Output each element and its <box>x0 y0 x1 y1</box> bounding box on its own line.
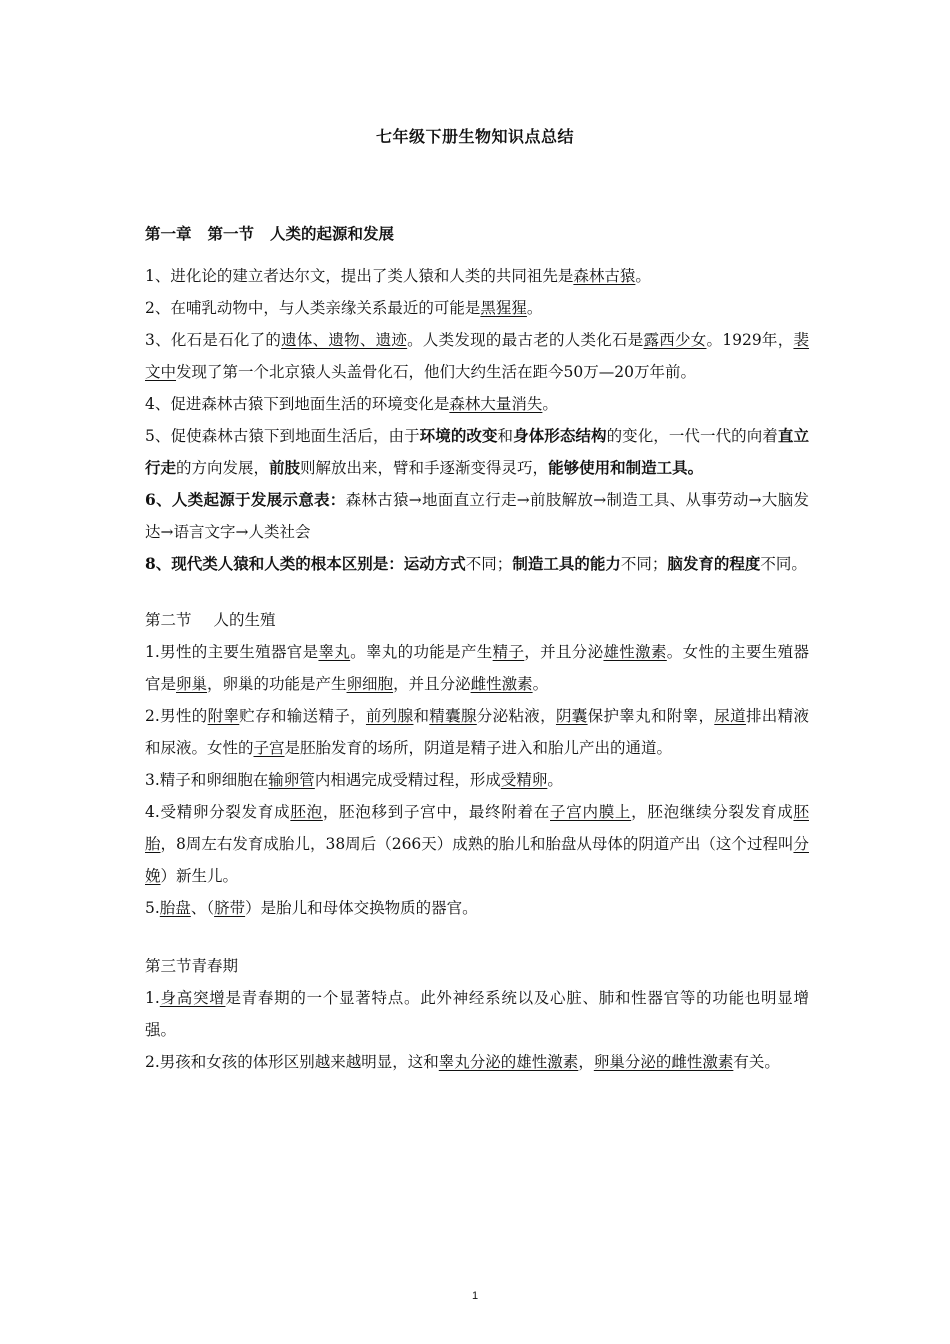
key-term: 卵巢 <box>176 675 208 693</box>
paragraph: 6、人类起源于发展示意表：森林古猿→地面直立行走→前肢解放→制造工具、从事劳动→大脑发达→语言文字→人类社会 <box>145 490 809 541</box>
paragraph: 3、化石是石化了的遗体、遗物、遗迹。人类发现的最古老的人类化石是露西少女。1929年，裴文中发现了第一个北京猿人头盖骨化石，他们大约生活在距今50万—20万年前。 <box>145 331 809 381</box>
key-term: 黑猩猩 <box>480 299 527 317</box>
key-term: 分娩 <box>145 835 809 885</box>
key-term: 受精卵 <box>500 771 548 789</box>
key-term: 精子 <box>492 643 525 661</box>
key-term: 森林大量消失 <box>449 395 543 413</box>
document-body <box>145 218 809 1078</box>
page-number: 1 <box>471 1290 479 1302</box>
key-term: 卵巢分泌的雌性激素 <box>593 1053 734 1071</box>
paragraph: 1.男性的主要生殖器官是睾丸。睾丸的功能是产生精子，并且分泌雄性激素。女性的主要生殖器官是卵巢，卵巢的功能是产生卵细胞，并且分泌雌性激素。 <box>145 643 809 693</box>
paragraph: 8、现代类人猿和人类的根本区别是：运动方式不同；制造工具的能力不同；脑发育的程度不同。 <box>145 554 807 573</box>
paragraph: 5、促使森林古猿下到地面生活后，由于环境的改变和身体形态结构的变化，一代一代的向着直立行走的方向发展，前肢则解放出来，臂和手逐渐变得灵巧，能够使用和制造工具。 <box>145 426 809 477</box>
paragraph: 4.受精卵分裂发育成胚泡，胚泡移到子宫中，最终附着在子宫内膜上，胚泡继续分裂发育成胚胎，8周左右发育成胎儿，38周后（266天）成熟的胎儿和胎盘从母体的阴道产出（这个过程叫分娩）新生儿。 <box>145 803 809 885</box>
section-title: 人的生殖 <box>213 611 276 629</box>
key-term: 雌性激素 <box>470 675 533 693</box>
key-term: 森林古猿 <box>573 267 636 285</box>
bold-term: 前肢 <box>269 458 301 477</box>
bold-term: 直立行走 <box>145 426 809 477</box>
paragraph: 2、在哺乳动物中，与人类亲缘关系最近的可能是黑猩猩。 <box>145 299 543 317</box>
paragraph: 2.男性的附睾贮存和输送精子，前列腺和精囊腺分泌粘液，阴囊保护睾丸和附睾，尿道排出精液和尿液。女性的子宫是胚胎发育的场所，阴道是精子进入和胎儿产出的通道。 <box>145 707 809 757</box>
section-label: 第三节 <box>145 957 192 975</box>
chapter-label: 第一章 <box>145 224 192 243</box>
key-term: 睾丸 <box>318 643 351 661</box>
key-term: 胎盘 <box>159 899 191 917</box>
bold-term: 身体形态结构 <box>513 426 607 445</box>
key-term: 胚泡 <box>290 803 323 821</box>
bold-term: 6、人类起源于发展示意表： <box>145 490 346 509</box>
section-2-heading <box>145 604 809 636</box>
section-3-heading <box>145 950 809 982</box>
bold-term: 8、现代类人猿和人类的根本区别是：运动方式 <box>145 554 466 573</box>
key-term: 露西少女 <box>643 331 707 349</box>
key-term: 阴囊 <box>555 707 588 725</box>
key-term: 精囊腺 <box>429 707 477 725</box>
paragraph: 3.精子和卵细胞在输卵管内相遇完成受精过程，形成受精卵。 <box>145 771 563 789</box>
paragraph: 4、促进森林古猿下到地面生活的环境变化是森林大量消失。 <box>145 395 558 413</box>
key-term: 前列腺 <box>365 707 414 725</box>
key-term: 输卵管 <box>268 771 315 789</box>
section-label: 第一节 <box>207 224 255 243</box>
key-term: 雄性激素 <box>603 643 667 661</box>
key-term: 裴文中 <box>145 331 809 381</box>
bold-term: 脑发育的程度 <box>667 554 761 573</box>
paragraph: 2.男孩和女孩的体形区别越来越明显，这和睾丸分泌的雄性激素，卵巢分泌的雌性激素有关。 <box>145 1053 780 1071</box>
key-term: 子宫 <box>253 739 285 757</box>
key-term: 尿道 <box>714 707 746 725</box>
key-term: 胚胎 <box>145 803 809 853</box>
paragraph: 1.身高突增是青春期的一个显著特点。此外神经系统以及心脏、肺和性器官等的功能也明显增强。 <box>145 989 809 1039</box>
key-term: 附睾 <box>207 707 240 725</box>
bold-term: 环境的改变 <box>419 426 498 445</box>
paragraph: 1、进化论的建立者达尔文，提出了类人猿和人类的共同祖先是森林古猿。 <box>145 267 651 285</box>
key-term: 卵细胞 <box>346 675 394 693</box>
key-term: 遗体、遗物、遗迹 <box>281 331 408 349</box>
paragraph: 5.胎盘、（脐带）是胎儿和母体交换物质的器官。 <box>145 899 478 917</box>
key-term: 子宫内膜上 <box>550 803 632 821</box>
section-title: 青春期 <box>191 957 239 975</box>
key-term: 睾丸分泌的雄性激素 <box>438 1053 579 1071</box>
section-title: 人类的起源和发展 <box>270 224 395 243</box>
bold-term: 制造工具的能力 <box>512 554 621 573</box>
section-label: 第二节 <box>145 611 192 629</box>
document-title: 七年级下册生物知识点总结 <box>375 127 574 146</box>
bold-term: 能够使用和制造工具。 <box>548 458 704 477</box>
key-term: 身高突增 <box>159 989 226 1007</box>
chapter-1-heading <box>145 218 809 250</box>
key-term: 脐带 <box>214 899 246 917</box>
